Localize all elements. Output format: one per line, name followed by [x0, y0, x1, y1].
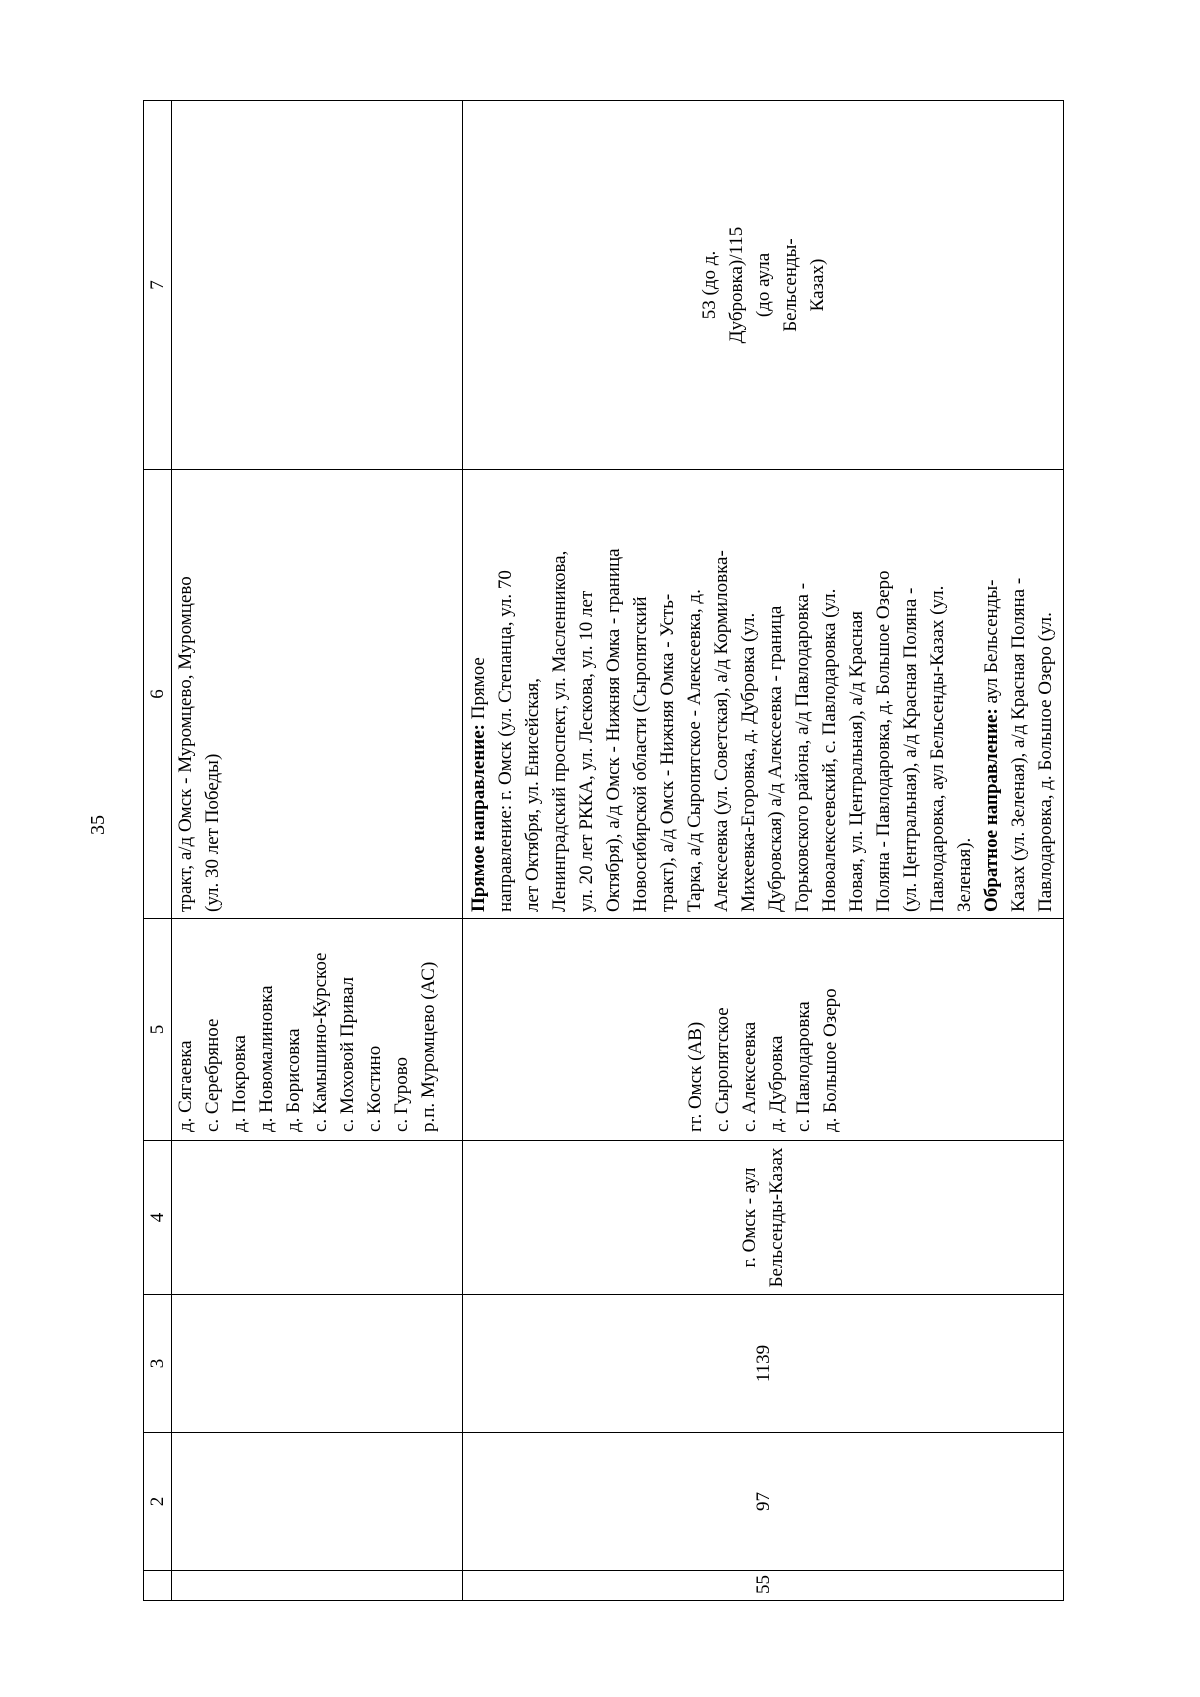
path-line: Дубровская) а/д Алексеевка - граница	[765, 605, 786, 912]
stop-item: д. Дубровка	[766, 1035, 787, 1132]
header-col-1	[144, 1571, 172, 1601]
path-line: лет Октября, ул. Енисейская,	[522, 677, 543, 912]
stop-item: д. Покровка	[229, 1035, 250, 1132]
path-line: Зеленая).	[954, 837, 975, 912]
stop-item: с. Гурово	[391, 1056, 412, 1132]
stop-item: д. Большое Озеро	[820, 988, 841, 1132]
header-col-7: 7	[144, 101, 172, 470]
path-line: Тарка, а/д Сыропятское - Алексеевка, д.	[684, 589, 705, 912]
stop-item: с. Серебряное	[202, 1018, 223, 1132]
stop-item: д. Новомалиновка	[256, 985, 277, 1132]
route-table	[143, 100, 1064, 1601]
path-line: тракт), а/д Омск - Нижняя Омка - Усть-	[657, 593, 678, 912]
route-distance-cell: 1139	[463, 1295, 1064, 1433]
route-number-cell: 55	[463, 1571, 1064, 1601]
path-line: Михеевка-Егоровка, д. Дубровка (ул.	[738, 612, 759, 912]
path-line: тракт, а/д Омск - Муромцево, Муромцево	[175, 576, 196, 912]
route-name-line: Бельсенды-Казах	[766, 1147, 787, 1288]
route-number-cell	[172, 1571, 463, 1601]
route-length-line: (до аула	[752, 252, 774, 318]
route-length-cell	[463, 101, 1064, 470]
route-distance-cell	[172, 1295, 463, 1433]
header-col-5: 5	[144, 919, 172, 1141]
reverse-direction-start: аул Бельсенды-	[981, 579, 1002, 709]
page-number: 35	[87, 815, 109, 835]
stop-item: с. Камышино-Курское	[310, 952, 331, 1132]
header-col-4: 4	[144, 1141, 172, 1295]
header-row	[144, 101, 172, 1601]
route-name-line: г. Омск - аул	[739, 1167, 760, 1268]
path-line: Новоалексеевский, с. Павлодаровка (ул.	[819, 588, 840, 912]
table-row	[463, 101, 1064, 1601]
stops-cell	[172, 919, 463, 1141]
reverse-direction-label: Обратное направление:	[981, 708, 1002, 912]
path-line: направление: г. Омск (ул. Степанца, ул. 70	[495, 570, 516, 912]
header-col-6: 6	[144, 470, 172, 919]
stop-item: д. Борисовка	[283, 1028, 304, 1132]
stop-item: д. Сягаевка	[175, 1040, 196, 1132]
path-line: Павлодаровка, аул Бельсенды-Казах (ул.	[927, 585, 948, 912]
route-length-cell	[172, 101, 463, 470]
route-path-cell	[172, 470, 463, 919]
route-length-line: 53 (до д.	[698, 250, 720, 320]
route-name-cell	[463, 1141, 1064, 1295]
route-length-line: Казах)	[806, 258, 828, 312]
path-line: Горьковского района, а/д Павлодаровка -	[792, 582, 813, 912]
stop-item: с. Сыропятское	[712, 1007, 733, 1132]
table-row	[172, 101, 463, 1601]
path-line: Новая, ул. Центральная), а/д Красная	[846, 610, 867, 912]
path-line: Новосибирской области (Сыропятский	[630, 596, 651, 912]
stop-item: р.п. Муромцево (АС)	[418, 961, 439, 1132]
path-line: Казах (ул. Зеленая), а/д Красная Поляна -	[1008, 577, 1029, 912]
route-name-cell	[172, 1141, 463, 1295]
route-length-line: Дубровка)/115	[725, 226, 747, 344]
stop-item: гг. Омск (АВ)	[685, 1021, 706, 1132]
path-line: (ул. 30 лет Победы)	[202, 753, 223, 912]
path-line: Павлодаровка, д. Большое Озеро (ул.	[1035, 612, 1056, 912]
path-line	[978, 474, 1005, 912]
stop-item: с. Павлодаровка	[793, 1001, 814, 1132]
route-path-cell	[463, 470, 1064, 919]
stops-cell	[463, 919, 1064, 1141]
route-reg-number-cell: 97	[463, 1433, 1064, 1571]
path-line	[465, 474, 492, 912]
header-col-2: 2	[144, 1433, 172, 1571]
stop-item: с. Алексеевка	[739, 1021, 760, 1132]
stop-item: с. Моховой Привал	[337, 976, 358, 1132]
route-reg-number-cell	[172, 1433, 463, 1571]
path-line: Ленинградский проспект, ул. Масленникова,	[549, 550, 570, 912]
path-line: Поляна - Павлодаровка, д. Большое Озеро	[873, 570, 894, 912]
forward-direction-start: Прямое	[468, 657, 489, 725]
path-line: Октября), а/д Омск - Нижняя Омка - граница	[603, 548, 624, 912]
header-col-3: 3	[144, 1295, 172, 1433]
path-line: Алексеевка (ул. Советская), а/д Кормиловка-	[711, 550, 732, 912]
rotated-table-container	[143, 101, 1083, 1601]
path-line: (ул. Центральная), а/д Красная Поляна -	[900, 587, 921, 912]
forward-direction-label: Прямое направление:	[468, 724, 489, 912]
route-length-line: Бельсенды-	[779, 238, 801, 332]
path-line: ул. 20 лет РККА, ул. Лескова, ул. 10 лет	[576, 590, 597, 912]
stop-item: с. Костино	[364, 1045, 385, 1132]
